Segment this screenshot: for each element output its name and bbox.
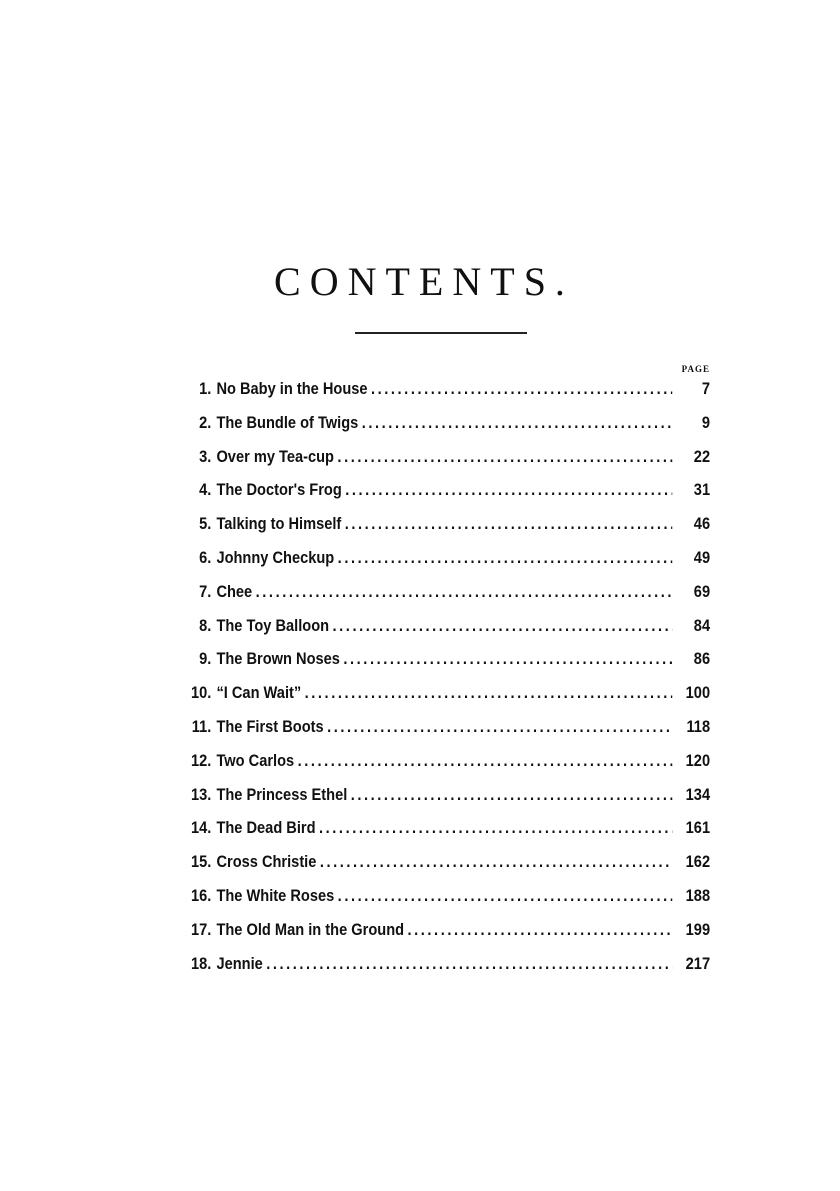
entry-page: 199: [685, 919, 711, 939]
toc-entry: [170, 379, 710, 413]
dot-leader: [351, 785, 673, 805]
entry-title: The Old Man in the Ground: [216, 919, 405, 939]
dot-leader: [327, 717, 672, 737]
entry-page: 161: [685, 818, 711, 838]
page-title: CONTENTS.: [274, 259, 574, 304]
entry-page: 100: [685, 683, 711, 703]
toc-entry: [170, 514, 710, 548]
page-column-label: PAGE: [681, 364, 710, 374]
toc-entry: [170, 785, 710, 819]
entry-number: 6.: [199, 547, 212, 567]
entry-title: The Brown Noses: [216, 649, 340, 669]
entry-title: The Princess Ethel: [216, 784, 348, 804]
entry-page: 49: [693, 547, 711, 567]
entry-number: 13.: [190, 784, 212, 804]
entry-number: 3.: [199, 446, 212, 466]
entry-page: 162: [685, 852, 711, 872]
toc-entry: [170, 954, 710, 988]
dot-leader: [305, 683, 673, 703]
entry-title: Jennie: [216, 953, 263, 973]
entry-page: 86: [693, 649, 711, 669]
entry-number: 18.: [190, 953, 212, 973]
entry-title: The First Boots: [216, 716, 324, 736]
entry-page: 217: [685, 953, 711, 973]
entry-page: 134: [685, 784, 711, 804]
dot-leader: [298, 751, 673, 771]
toc-entry: [170, 548, 710, 582]
dot-leader: [362, 413, 673, 433]
dot-leader: [407, 920, 672, 940]
entry-number: 17.: [190, 919, 212, 939]
entry-title: The Doctor's Frog: [216, 480, 342, 500]
entry-number: 5.: [199, 514, 212, 534]
toc-entry: [170, 886, 710, 920]
toc-entry: [170, 751, 710, 785]
toc-entry: [170, 413, 710, 447]
entry-number: 16.: [190, 885, 212, 905]
toc-entry: [170, 920, 710, 954]
toc-entry: [170, 616, 710, 650]
toc-entry: [170, 717, 710, 751]
entry-title: No Baby in the House: [216, 379, 368, 398]
entry-page: 69: [693, 581, 711, 601]
dot-leader: [333, 616, 673, 636]
entry-number: 10.: [190, 683, 212, 703]
entry-title: Two Carlos: [216, 750, 295, 770]
entry-title: “I Can Wait”: [216, 683, 302, 703]
entry-number: 1.: [199, 379, 212, 398]
dot-leader: [338, 886, 673, 906]
entry-number: 2.: [199, 412, 212, 432]
dot-leader: [345, 514, 673, 534]
dot-leader: [338, 548, 673, 568]
entry-page: 118: [686, 716, 711, 736]
entry-title: Over my Tea-cup: [216, 446, 334, 466]
entry-title: Johnny Checkup: [216, 547, 335, 567]
toc-entry: [170, 649, 710, 683]
entry-title: Chee: [216, 581, 253, 601]
entry-page: 7: [701, 379, 711, 398]
entry-number: 11.: [191, 716, 212, 736]
entry-number: 8.: [199, 615, 212, 635]
entry-page: 188: [685, 885, 711, 905]
entry-page: 120: [685, 750, 711, 770]
entry-page: 84: [693, 615, 711, 635]
toc-entry: [170, 683, 710, 717]
entry-title: Cross Christie: [216, 852, 317, 872]
toc-entry: [170, 582, 710, 616]
entry-page: 46: [693, 514, 711, 534]
toc-entry: [170, 818, 710, 852]
dot-leader: [266, 954, 672, 974]
table-of-contents: [170, 379, 710, 987]
title-rule: [355, 332, 527, 334]
toc-entry: [170, 480, 710, 514]
dot-leader: [343, 649, 672, 669]
entry-title: The Bundle of Twigs: [216, 412, 359, 432]
entry-number: 4.: [199, 480, 212, 500]
entry-number: 15.: [190, 852, 212, 872]
entry-page: 9: [701, 412, 711, 432]
entry-title: The Toy Balloon: [216, 615, 330, 635]
toc-entry: [170, 852, 710, 886]
dot-leader: [345, 480, 672, 500]
dot-leader: [320, 852, 672, 872]
entry-number: 9.: [199, 649, 212, 669]
entry-page: 22: [693, 446, 711, 466]
entry-title: The Dead Bird: [216, 818, 316, 838]
dot-leader: [337, 447, 672, 467]
entry-title: Talking to Himself: [216, 514, 342, 534]
entry-number: 7.: [199, 581, 212, 601]
dot-leader: [319, 818, 672, 838]
toc-entry: [170, 447, 710, 481]
dot-leader: [371, 379, 672, 399]
dot-leader: [256, 582, 673, 602]
entry-number: 14.: [190, 818, 212, 838]
entry-number: 12.: [190, 750, 212, 770]
entry-page: 31: [693, 480, 711, 500]
entry-title: The White Roses: [216, 885, 335, 905]
